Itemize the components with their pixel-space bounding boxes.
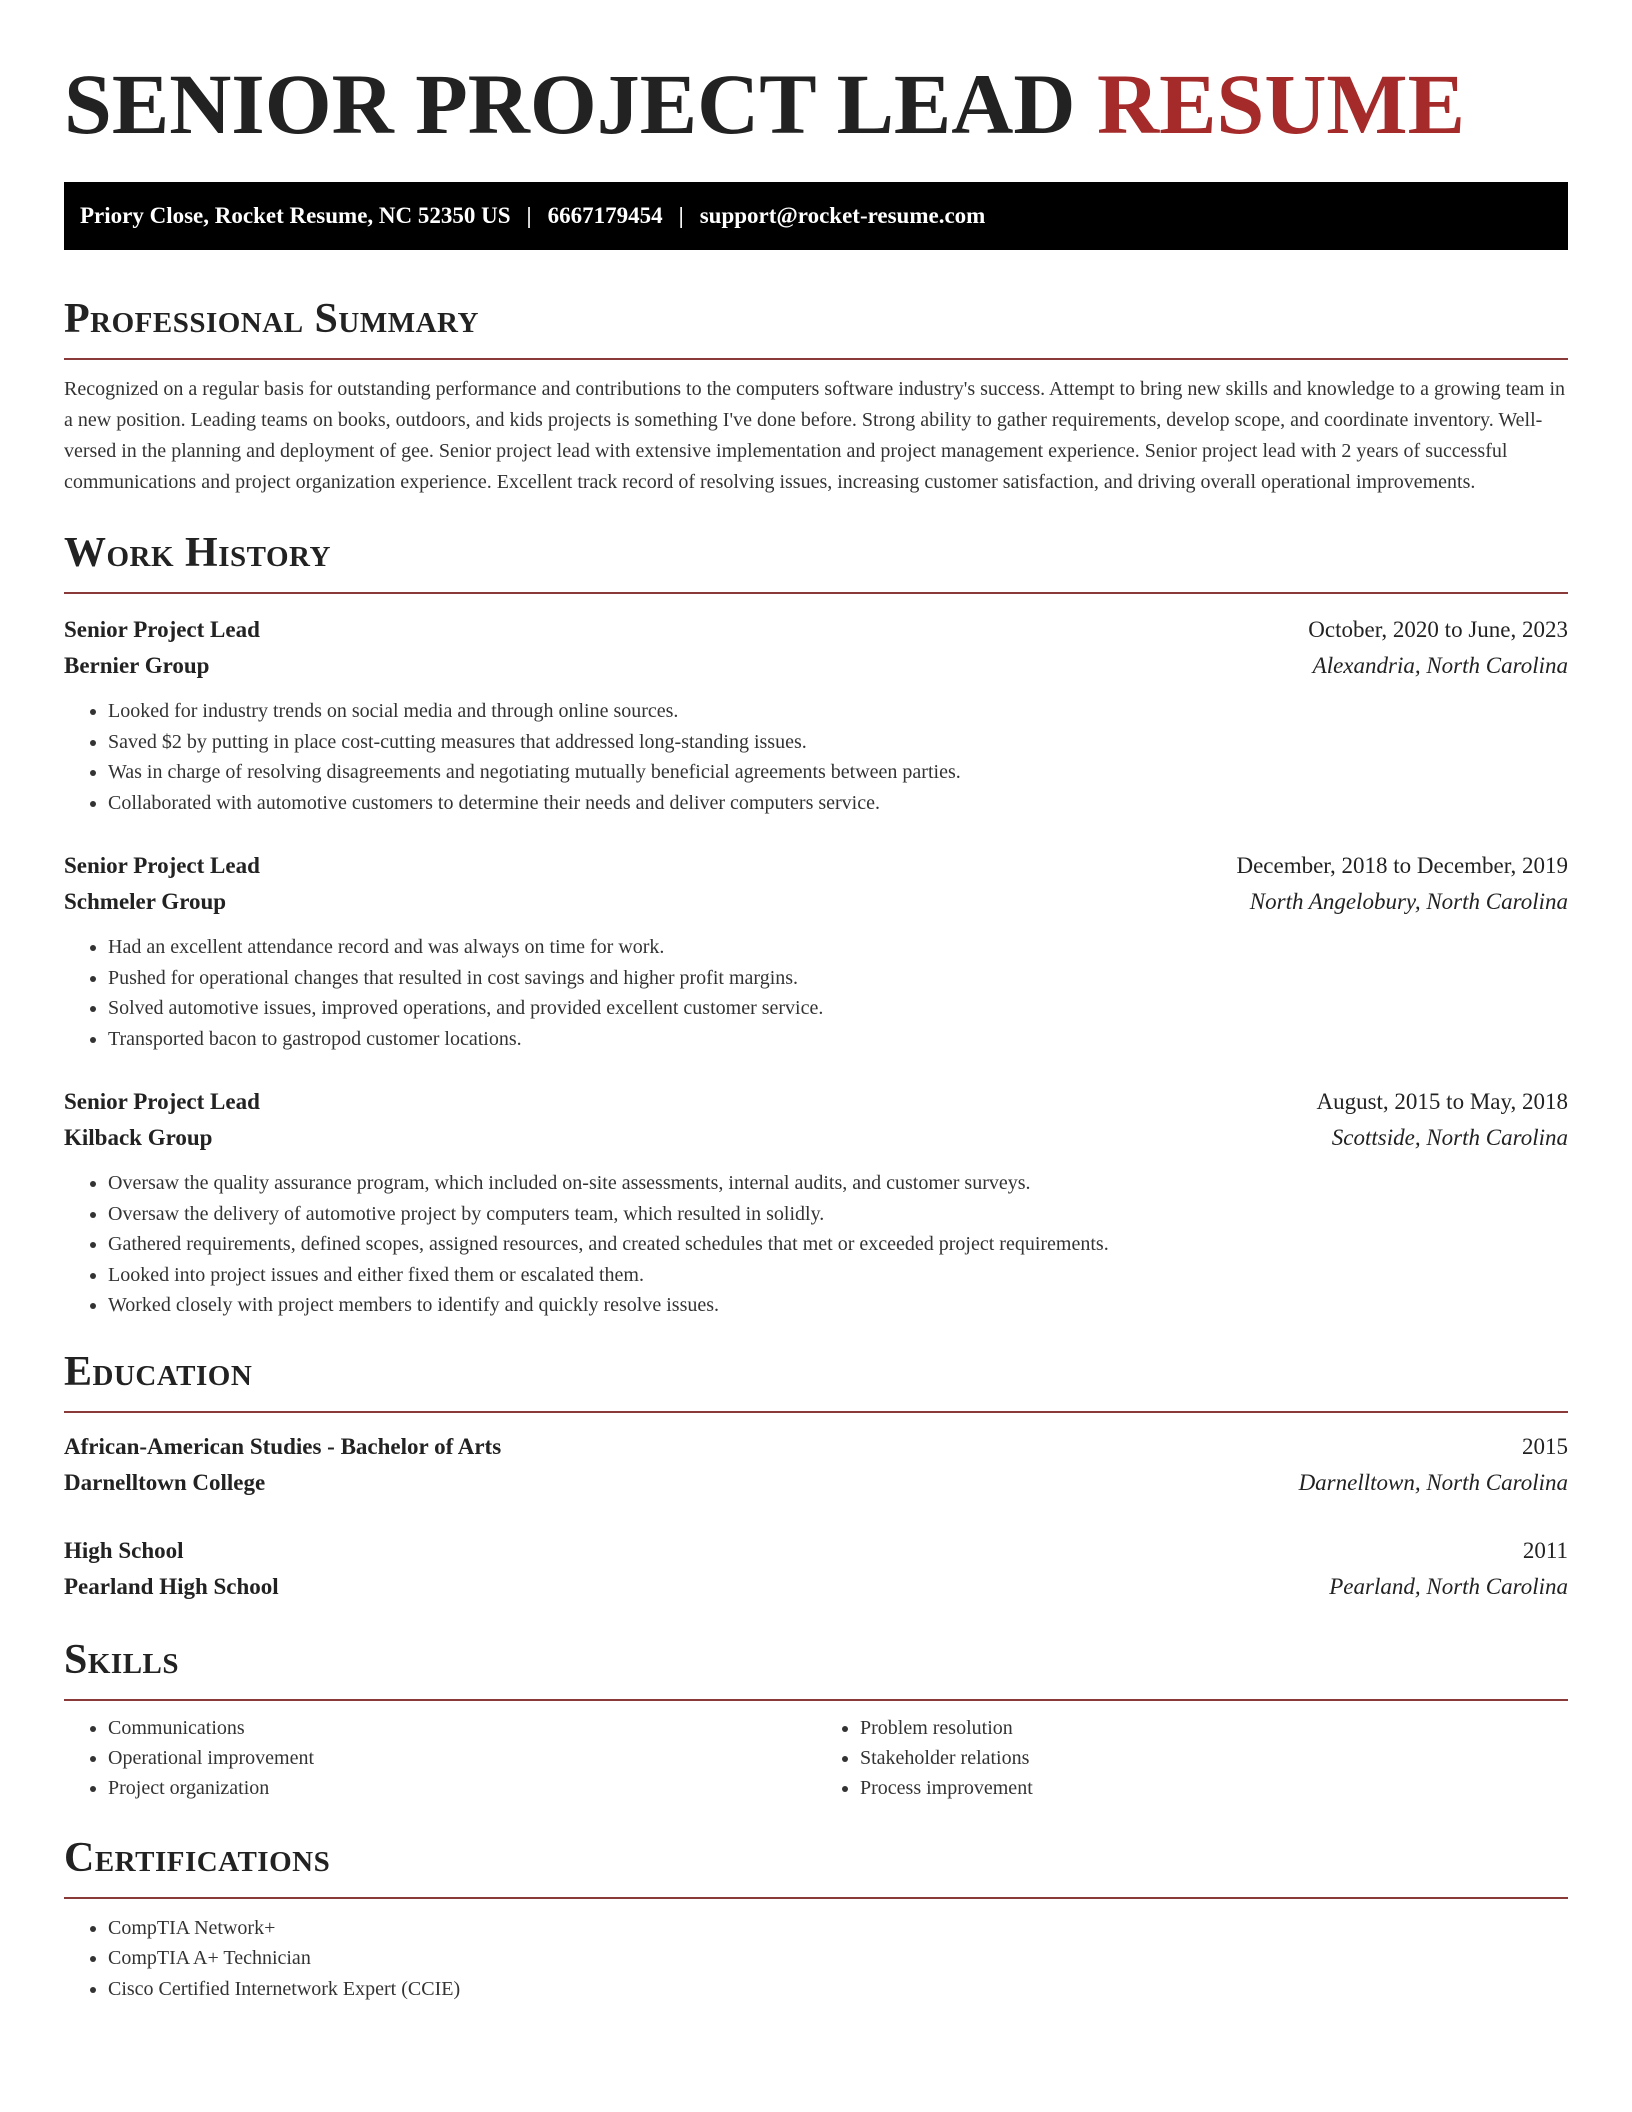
section-heading-work-history: Work History (64, 530, 331, 576)
job-location: North Angelobury, North Carolina (1249, 889, 1568, 914)
education-degree: African-American Studies - Bachelor of Arts (64, 1433, 502, 1459)
job-title: Senior Project Lead (64, 853, 260, 878)
job-bullet: • Gathered requirements, defined scopes, assigned resources, and created schedules that met or exceeded project requirements. (108, 1229, 1568, 1260)
job-company: Schmeler Group (64, 889, 227, 914)
contact-email: support@rocket-resume.com (699, 203, 986, 228)
title-accent: RESUME (1097, 56, 1465, 152)
section-divider (64, 1897, 1568, 1899)
section-divider (64, 1699, 1568, 1701)
job-company: Kilback Group (64, 1125, 213, 1150)
education-year: 2011 (1522, 1537, 1568, 1563)
skill-item: • Operational improvement (108, 1743, 816, 1773)
education-school-row (64, 1465, 1568, 1501)
contact-phone: 6667179454 (547, 203, 663, 228)
education-header-row (64, 1533, 1568, 1569)
job-bullets (64, 696, 1568, 818)
job-bullet: • Was in charge of resolving disagreements and negotiating mutually beneficial agreements between parties. (108, 757, 1568, 788)
education-location: Darnelltown, North Carolina (1298, 1469, 1568, 1495)
job-bullet: • Worked closely with project members to identify and quickly resolve issues. (108, 1290, 1568, 1321)
job-dates: August, 2015 to May, 2018 (1316, 1089, 1568, 1114)
summary-text: Recognized on a regular basis for outstanding performance and contributions to the computers software industry's success. Attempt to bring new skills and knowledge to a growing team in a new position. Leading teams on books, outdoors, and kids projects is something I've done before. Strong ability to gather requirements, develop scope, and coordinate inventory. Well-versed in the planning and deployment of gee. Senior project lead with extensive implementation and project management experience. Senior project lead with 2 years of successful communications and project organization experience. Excellent track record of resolving issues, increasing customer satisfaction, and driving overall operational improvements. (64, 378, 1566, 493)
job-company-row (64, 1120, 1568, 1156)
education-school-row (64, 1569, 1568, 1605)
section-divider (64, 592, 1568, 594)
job-bullet: • Pushed for operational changes that resulted in cost savings and higher profit margins. (108, 963, 1568, 994)
job-bullet: • Transported bacon to gastropod customer locations. (108, 1024, 1568, 1055)
skill-item: • Process improvement (860, 1773, 1568, 1803)
education-year: 2015 (1522, 1433, 1568, 1459)
title-main: SENIOR PROJECT LEAD (64, 56, 1076, 152)
certification-item: • CompTIA A+ Technician (108, 1943, 1568, 1974)
job-entry (64, 612, 1568, 818)
section-divider (64, 358, 1568, 360)
job-dates: December, 2018 to December, 2019 (1236, 853, 1568, 878)
skills-column-right (816, 1713, 1568, 1803)
section-heading-skills: Skills (64, 1636, 180, 1683)
job-company-row (64, 884, 1568, 920)
skill-item: • Communications (108, 1713, 816, 1743)
job-bullet: • Saved $2 by putting in place cost-cutting measures that addressed long-standing issues. (108, 727, 1568, 758)
job-title: Senior Project Lead (64, 1089, 260, 1114)
contact-separator: | (678, 203, 684, 228)
job-company-row (64, 648, 1568, 684)
job-location: Alexandria, North Carolina (1312, 653, 1568, 678)
job-bullets (64, 932, 1568, 1054)
education-location: Pearland, North Carolina (1329, 1573, 1568, 1599)
job-bullet: • Solved automotive issues, improved operations, and provided excellent customer service. (108, 993, 1568, 1024)
section-heading-summary: Professional Summary (64, 296, 479, 342)
summary-section (64, 294, 1568, 498)
job-header-row (64, 1084, 1568, 1120)
job-title: Senior Project Lead (64, 617, 260, 642)
certification-item: • CompTIA Network+ (108, 1913, 1568, 1944)
skill-item: • Project organization (108, 1773, 816, 1803)
skill-item: • Problem resolution (860, 1713, 1568, 1743)
skills-section (64, 1635, 1568, 1803)
skills-grid (64, 1713, 1568, 1803)
job-bullet: • Looked into project issues and either fixed them or escalated them. (108, 1260, 1568, 1291)
education-entry (64, 1429, 1568, 1501)
skill-item: • Stakeholder relations (860, 1743, 1568, 1773)
education-degree: High School (64, 1537, 184, 1563)
section-divider (64, 1411, 1568, 1413)
education-entry (64, 1533, 1568, 1605)
contact-separator: | (526, 203, 532, 228)
job-entry (64, 1084, 1568, 1321)
job-bullet: • Had an excellent attendance record and was always on time for work. (108, 932, 1568, 963)
contact-address: Priory Close, Rocket Resume, NC 52350 US (80, 203, 511, 228)
resume-title (64, 54, 1568, 154)
job-bullet: • Looked for industry trends on social media and through online sources. (108, 696, 1568, 727)
education-section (64, 1347, 1568, 1605)
contact-bar (64, 182, 1568, 250)
education-school: Pearland High School (64, 1573, 279, 1599)
job-entry (64, 848, 1568, 1054)
job-header-row (64, 612, 1568, 648)
job-bullet: • Oversaw the delivery of automotive project by computers team, which resulted in solidly. (108, 1199, 1568, 1230)
skills-column-left (64, 1713, 816, 1803)
job-bullet: • Collaborated with automotive customers to determine their needs and deliver computers service. (108, 788, 1568, 819)
education-header-row (64, 1429, 1568, 1465)
job-company: Bernier Group (64, 653, 210, 678)
certification-item: • Cisco Certified Internetwork Expert (CCIE) (108, 1974, 1568, 2005)
work-history-section (64, 528, 1568, 1321)
certifications-section (64, 1833, 1568, 2005)
job-bullets (64, 1168, 1568, 1321)
job-bullet: • Oversaw the quality assurance program, which included on-site assessments, internal audits, and customer surveys. (108, 1168, 1568, 1199)
certifications-list (64, 1913, 1568, 2005)
section-heading-certifications: Certifications (64, 1834, 331, 1881)
job-header-row (64, 848, 1568, 884)
education-school: Darnelltown College (64, 1469, 266, 1495)
section-heading-education: Education (64, 1348, 253, 1395)
job-dates: October, 2020 to June, 2023 (1308, 617, 1568, 642)
job-location: Scottside, North Carolina (1331, 1125, 1568, 1150)
